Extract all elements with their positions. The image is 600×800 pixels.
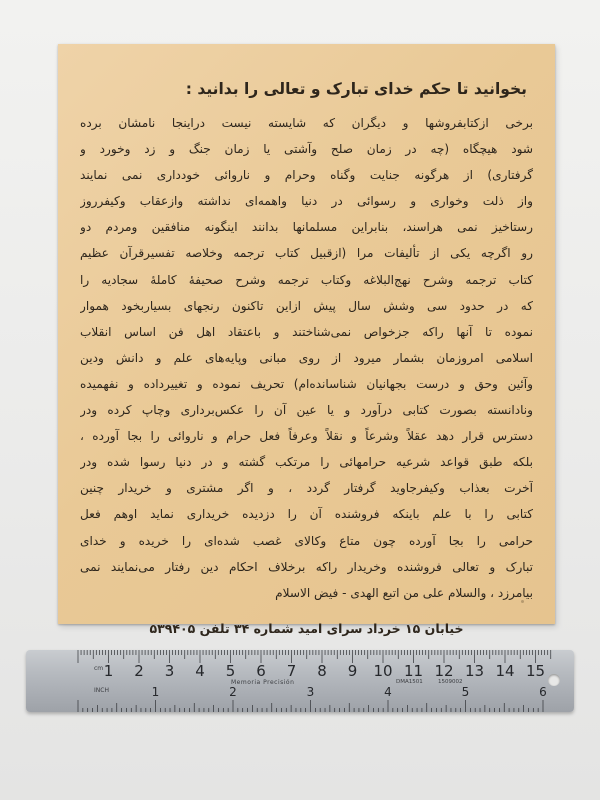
ruler-code: 1509002 bbox=[438, 679, 463, 685]
ruler-unit-inch: INCH bbox=[94, 687, 109, 694]
ruler-cm-label: 15 bbox=[525, 662, 546, 680]
notice-line: رو اگرچه یکی از تألیفات مرا (ازقبیل کتاب ترجمه وخلاصه تفسیرقرآن عظیم bbox=[80, 246, 533, 261]
notice-line-last: بیامرزد ، والسلام علی من اتبع الهدی - فیض الاسلام bbox=[275, 585, 533, 600]
notice-line: دسترس قرار دهد عقلاً وشرعاً و نقلاً وعرفاً فعل حرام و ناروائی را بجا آورده ، bbox=[80, 429, 533, 444]
ruler-cm-label: 13 bbox=[464, 662, 485, 680]
notice-line: بلکه طبق قواعد شرعیه حرامهائی را مرتکب گشته و در دنیا رسوا شده ودر bbox=[80, 455, 533, 470]
ruler-inch-label: 6 bbox=[539, 685, 547, 699]
ruler-cm-label: 6 bbox=[256, 662, 266, 680]
notice-line: ونادانسته بصورت کتابی درآورد و یا عین آن را عکس‌برداری وچاپ کرده ودر bbox=[80, 403, 533, 418]
notice-line: کتاب ترجمه وشرح نهج‌البلاغه وکتاب ترجمه وشرح صحیفهٔ کاملهٔ سجادیه را bbox=[80, 272, 533, 287]
ruler-cm-label: 1 bbox=[103, 662, 114, 680]
printed-notice-sheet bbox=[58, 44, 555, 636]
address-footer: خیابان ۱۵ خرداد سرای امید شماره ۳۴ تلفن ۵۳۹۴۰۵ bbox=[149, 620, 464, 636]
ruler-inch-label: 2 bbox=[229, 685, 237, 699]
notice-line: اسلامی امروزمان بشمار میرود از روی مبانی وپایه‌های علم و دانش ودین bbox=[80, 350, 533, 365]
ruler-cm-label: 7 bbox=[286, 662, 297, 680]
ruler-cm-label: 12 bbox=[434, 662, 454, 680]
notice-line: شود هیچگاه (چه در زمان صلح وآشتی یا زمان جنگ و زد وخورد و bbox=[80, 142, 533, 157]
notice-line: نموده تا آنها راکه جزخواص نمی‌شناختند و باعتقاد اهل فن اساس انقلاب bbox=[80, 324, 533, 339]
ruler-cm-label: 14 bbox=[495, 662, 515, 680]
notice-line: حرامی را بجا آورده چون متاع وکالای غصب شده‌ای را خریده و خدای bbox=[80, 533, 533, 548]
paper-speck bbox=[521, 600, 524, 603]
notice-line: برخی ازکتابفروشها و دیگران که شایسته نیست دراینجا نامشان برده bbox=[80, 116, 533, 130]
ruler-cm-label: 4 bbox=[195, 662, 205, 680]
notice-line: واز ذلت وخواری و رسوائی در دنیا واهمه‌ای نداشته وازعقاب وکیفرروز bbox=[80, 194, 533, 209]
ruler-cm-label: 11 bbox=[403, 662, 424, 680]
ruler-inch-label: 1 bbox=[151, 685, 160, 699]
ruler-cm-label: 3 bbox=[164, 662, 175, 680]
ruler-cm-label: 8 bbox=[317, 662, 327, 680]
notice-heading: بخوانید تا حکم خدای تبارک و تعالی را بدانید : bbox=[185, 80, 527, 98]
ruler-inch-label: 4 bbox=[384, 685, 392, 699]
steel-ruler bbox=[26, 650, 574, 712]
notice-body bbox=[80, 110, 533, 606]
notice-line: تبارک و تعالی فروشنده وخریدار راکه برخلاف احکام دین رفتار می‌نمایند نمی bbox=[80, 559, 533, 574]
notice-line: آخرت بعذاب وکیفرجاوید گرفتار گردد ، و اگر مشتری و خریدار چنین bbox=[80, 481, 533, 496]
ruler-inch-label: 5 bbox=[461, 685, 470, 699]
notice-line: کتابی را با علم باینکه فروشنده آن را دزدیده خریداری نماید اوهم فعل bbox=[80, 507, 533, 522]
notice-line: وآئین وحق و درست بجهانیان شناسانده‌ام) تحریف نموده و تغییرداده و نفهمیده bbox=[80, 376, 533, 391]
notice-text-block bbox=[80, 80, 533, 636]
notice-line: رستاخیز نمی هراسند، بنابراین مسلمانها بدانند اینگونه منافقین ومردم دو bbox=[80, 220, 533, 235]
ruler-inch-label: 3 bbox=[306, 685, 315, 699]
ruler-cm-label: 5 bbox=[225, 662, 236, 680]
ruler-hang-hole bbox=[548, 674, 560, 686]
ruler-cm-label: 2 bbox=[134, 662, 144, 680]
ruler-brand: Memoria Precisión bbox=[231, 679, 295, 686]
notice-line: که در حدود سی وشش سال پیش ازاین تاکنون رنجهای بسیاربخود هموار bbox=[80, 298, 533, 313]
ruler-cm-label: 10 bbox=[373, 662, 393, 680]
ruler-cm-label: 9 bbox=[347, 662, 358, 680]
ruler-series: DMA1501 bbox=[396, 679, 423, 685]
ruler-scale bbox=[26, 650, 574, 712]
notice-line: گرفتاری) از هرگونه جنایت وگناه وحرام و ناروائی خودداری نمی نمایند bbox=[80, 168, 533, 183]
ruler-unit-cm: cm bbox=[94, 665, 104, 672]
